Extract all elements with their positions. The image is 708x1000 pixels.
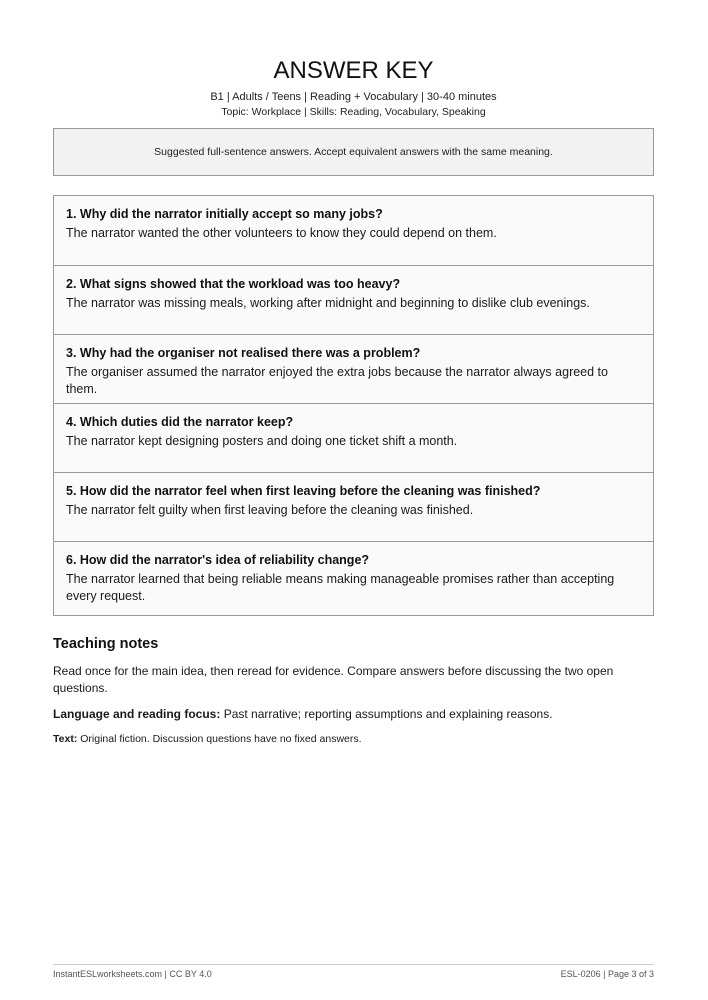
focus-text: Past narrative; reporting assumptions and explaining reasons.: [220, 707, 553, 721]
teaching-notes-heading: Teaching notes: [53, 636, 159, 652]
answer-list: [53, 195, 654, 616]
answer-item: [54, 403, 653, 472]
topic-meta: Topic: Workplace | Skills: Reading, Vocabulary, Speaking: [221, 106, 486, 118]
answer-text: The organiser assumed the narrator enjoyed the extra jobs because the narrator always agreed to them.: [66, 365, 608, 396]
answer-item: [54, 472, 653, 541]
question-text: 1. Why did the narrator initially accept so many jobs?: [66, 207, 383, 221]
answer-item: [54, 196, 653, 265]
answer-item: [54, 334, 653, 403]
question-text: 4. Which duties did the narrator keep?: [66, 415, 294, 429]
text-value: Original fiction. Discussion questions have no fixed answers.: [77, 733, 362, 745]
instructions-text: Suggested full-sentence answers. Accept equivalent answers with the same meaning.: [154, 146, 553, 158]
answer-text: The narrator was missing meals, working after midnight and beginning to dislike club evenings.: [66, 296, 590, 310]
answer-text: The narrator kept designing posters and doing one ticket shift a month.: [66, 434, 458, 448]
footer-page-number: ESL-0206 | Page 3 of 3: [560, 969, 654, 979]
text-label: Text:: [53, 733, 78, 745]
question-text: 5. How did the narrator feel when first leaving before the cleaning was finished?: [66, 484, 541, 498]
question-text: 6. How did the narrator's idea of reliability change?: [66, 553, 370, 567]
language-focus: [53, 706, 553, 723]
answer-text: The narrator wanted the other volunteers to know they could depend on them.: [66, 226, 497, 240]
level-meta: B1 | Adults / Teens | Reading + Vocabulary | 30-40 minutes: [210, 91, 497, 103]
answer-item: [54, 265, 653, 334]
instructions-box: [53, 128, 654, 176]
answer-item: [54, 541, 653, 615]
text-source: [53, 732, 362, 746]
teaching-notes-paragraph: Read once for the main idea, then reread for evidence. Compare answers before discussing the two open questions.: [53, 664, 614, 695]
focus-label: Language and reading focus:: [53, 707, 221, 721]
question-text: 2. What signs showed that the workload was too heavy?: [66, 277, 401, 291]
footer-credit: InstantESLworksheets.com | CC BY 4.0: [53, 969, 212, 979]
answer-text: The narrator felt guilty when first leaving before the cleaning was finished.: [66, 503, 474, 517]
question-text: 3. Why had the organiser not realised there was a problem?: [66, 346, 421, 360]
answer-text: The narrator learned that being reliable means making manageable promises rather than accepting every request.: [66, 572, 615, 603]
footer-divider: [53, 964, 654, 965]
page-title: ANSWER KEY: [273, 57, 434, 84]
